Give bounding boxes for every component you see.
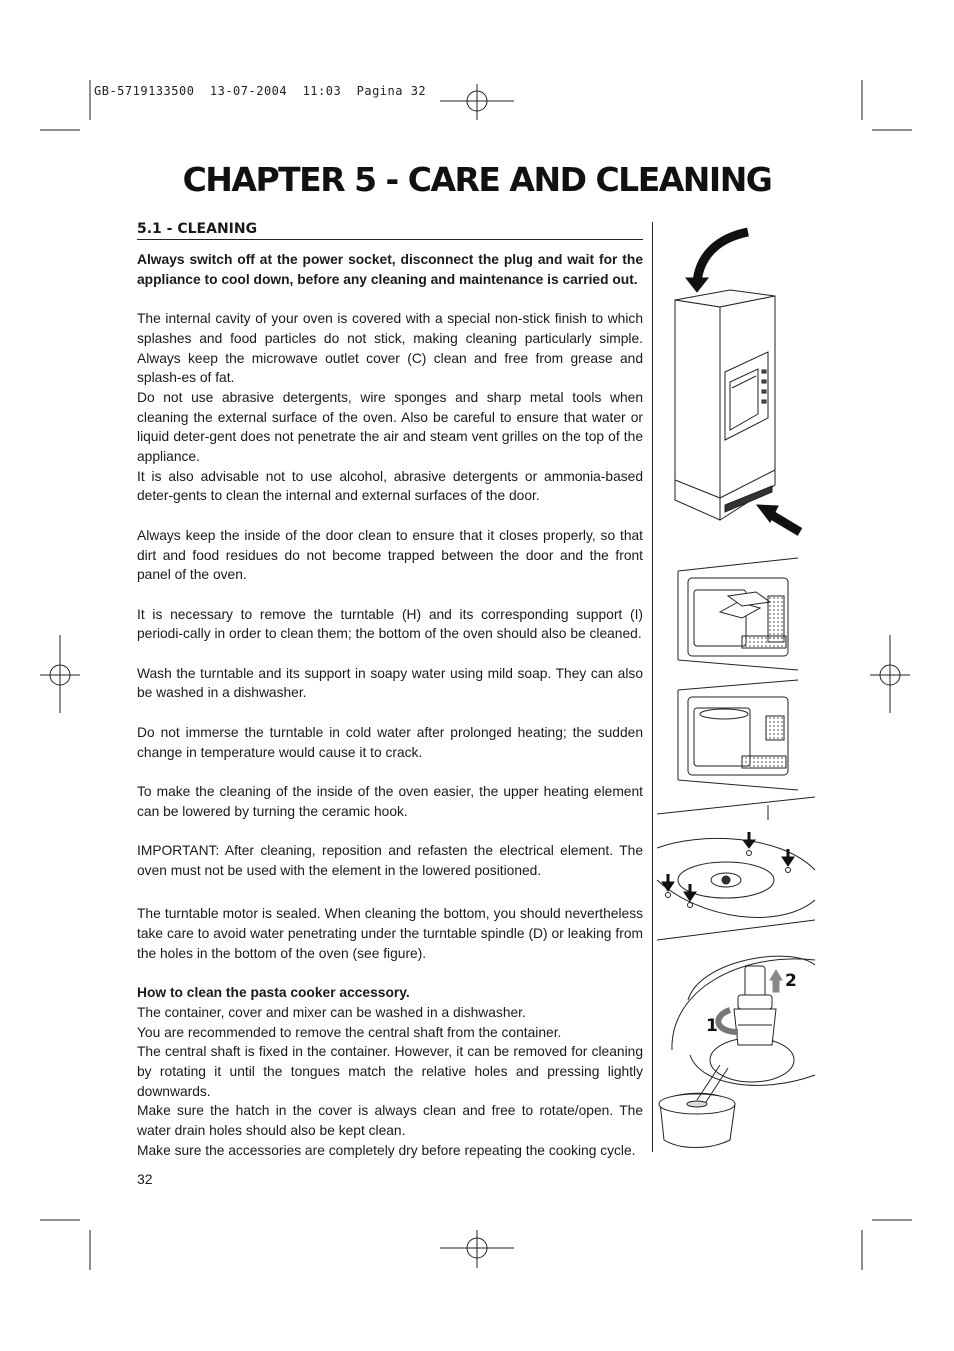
print-slug: GB-5719133500 13-07-2004 11:03 Pagina 32	[94, 84, 427, 98]
column-unit-figure	[675, 232, 800, 532]
paragraph-heating-element: To make the cleaning of the inside of the oven easier, the upper heating element can be lowered by turning the ceramic hook.	[137, 783, 643, 819]
paragraph-motor: The turntable motor is sealed. When cleaning the bottom, you should nevertheless take care to avoid water penetrating under the turntable spindle (D) or leaking from the holes in the bottom of the oven (see figure).	[137, 906, 643, 961]
step-2-label: 2	[785, 971, 797, 991]
pasta-heading: How to clean the pasta cooker accessory.	[137, 985, 410, 1001]
section-heading: 5.1 - CLEANING	[137, 221, 643, 240]
oven-bottom-figure	[657, 797, 815, 940]
microwave-interior-figure	[678, 558, 798, 670]
paragraph-door: Always keep the inside of the door clean to ensure that it closes properly, so that dirt and food residues do not become trapped between the door and the front panel of the oven.	[137, 527, 643, 583]
paragraph-cold-water: Do not immerse the turntable in cold water after prolonged heating; the sudden change in temperature would cause it to crack.	[137, 724, 643, 760]
pasta-line-shaft-fixed: The central shaft is fixed in the container. However, it can be removed for cleaning by rotating it until the tongues match the relative holes and pressing lightly downwards.	[137, 1044, 643, 1099]
pasta-line-dishwasher: The container, cover and mixer can be washed in a dishwasher.	[137, 1004, 526, 1020]
pasta-line-hatch: Make sure the hatch in the cover is always clean and free to rotate/open. The water drain holes should also be kept clean.	[137, 1103, 643, 1139]
pasta-line-shaft-remove: You are recommended to remove the central shaft from the container.	[137, 1024, 562, 1040]
step-1-label: 1	[706, 1016, 718, 1036]
paragraph-turntable-remove: It is necessary to remove the turntable (H) and its corresponding support (I) periodi-cally in order to clean them; the bottom of the oven should also be cleaned.	[137, 606, 643, 642]
page-number: 32	[137, 1171, 153, 1187]
warning-text: Always switch off at the power socket, disconnect the plug and wait for the appliance to cool down, before any cleaning and maintenance is carried out.	[137, 252, 643, 287]
paragraph-nonstick: The internal cavity of your oven is covered with a special non-stick finish to which splashes and food particles do not stick, making cleaning particularly simple. Always keep the microwave outlet cover (C) clean and free from grease and splash-es of fat.	[137, 311, 643, 386]
paragraph-important: IMPORTANT: After cleaning, reposition and refasten the electrical element. The oven must not be used with the element in the lowered positioned.	[137, 842, 643, 878]
pasta-line-dry: Make sure the accessories are completely dry before repeating the cooking cycle.	[137, 1142, 636, 1158]
paragraph-abrasive: Do not use abrasive detergents, wire sponges and sharp metal tools when cleaning the external surface of the oven. Also be careful to ensure that water or liquid deter-gent does not penetrate the air and steam vent grilles on the top of the appliance.	[137, 389, 643, 465]
paragraph-turntable-wash: Wash the turntable and its support in soapy water using mild soap. They can also be washed in a dishwasher.	[137, 665, 643, 701]
microwave-turntable-figure	[678, 680, 798, 790]
chapter-title: CHAPTER 5 - CARE AND CLEANING	[182, 160, 772, 199]
paragraph-alcohol: It is also advisable not to use alcohol, abrasive detergents or ammonia-based deter-gents to clean the internal and external surfaces of the door.	[137, 468, 643, 504]
